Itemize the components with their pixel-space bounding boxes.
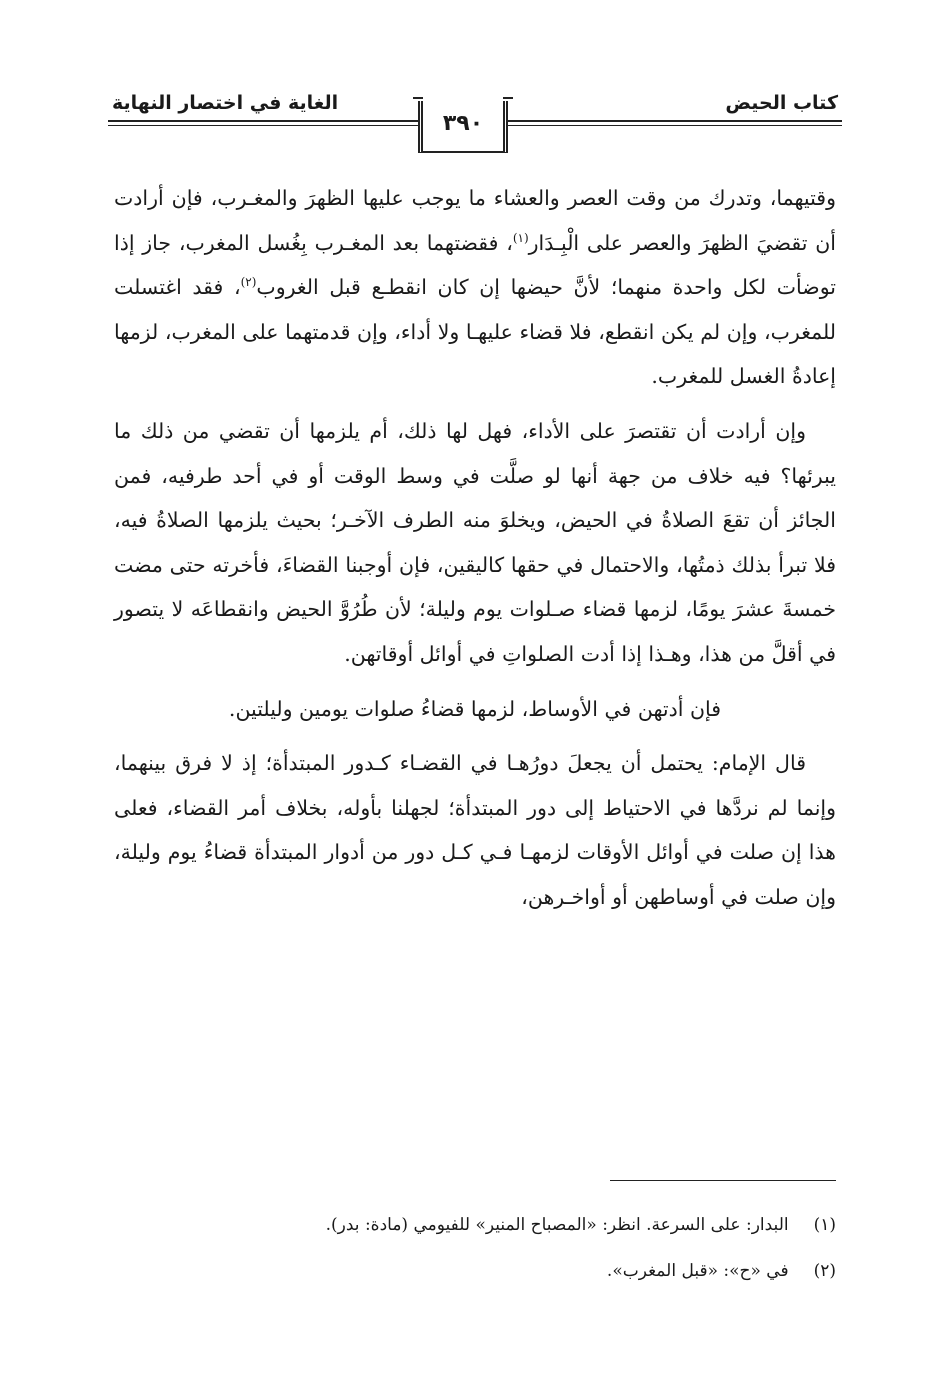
footnote-ref-2: (٢) [240,275,257,290]
main-text [114,176,836,920]
paragraph-1-part-c: ، فقد اغتسلت للمغرب، وإن لم يكن انقطع، فلا قضاء عليهـا ولا أداء، وإن قدمتهما على المغرب، لزمها إعادةُ الغسل للمغرب. [114,275,836,389]
footnote-text: في «ح»: «قبل المغرب». [606,1261,789,1281]
footnote-number: (٢) [813,1261,836,1281]
paragraph-2: وإن أرادت أن تقتصرَ على الأداء، فهل لها ذلك، أم يلزمها أن تقضي من ذلك ما يبرئها؟ فيه خلاف من جهة أنها لو صلَّت في وسط الوقت أو في أحد طرفيه، فمن الجائز أن تقعَ الصلاةُ في الحيض، ويخلوَ منه الطرف الآخـر؛ بحيث يلزمها الصلاةُ فيه، فلا تبرأ بذلك ذمتُها، والاحتمال في حقها كاليقين، فإن أوجبنا القضاءَ، فأخرته حتى مضت خمسةَ عشرَ يومًا، لزمها قضاء صـلوات يوم وليلة؛ لأن طُرُوَّ الحيض وانقطاعَه لا يتصور في أقلَّ من هذا، وهـذا إذا أدت الصلواتِ في أوائل أوقاتهن. [114,418,836,666]
footnote-number: (١) [813,1215,836,1235]
page-number-frame [418,101,508,153]
paragraph-1 [114,176,836,399]
page-number: ٣٩٠ [442,111,484,136]
footnote-text: البدار: على السرعة. انظر: «المصباح المنير» للفيومي (مادة: بدر). [325,1215,789,1235]
running-header-chapter: كتاب الحيض [725,92,838,114]
footnote-2 [114,1248,836,1294]
footnote-1 [114,1202,836,1248]
paragraph-3: فإن أدتهن في الأوساط، لزمها قضاءُ صلوات يومين وليلتين. [228,696,722,721]
footnotes [114,1202,836,1294]
paragraph-4: قال الإمام: يحتمل أن يجعلَ دورُهـا في القضـاء كـدور المبتدأة؛ إذ لا فرق بينهما، وإنما لم نردَّها في الاحتياط إلى دور المبتدأة؛ لجهلنا بأوله، بخلاف أمر القضاء، فعلى هذا إن صلت في أوائل الأوقات لزمهـا فـي كـل دور من أدوار المبتدأة قضاءُ يوم وليلة، وإن صلت في أوساطهن أو أواخـرهن، [114,751,836,909]
paragraph-1-part-a: وقتيهما، وتدرك من وقت العصر والعشاء ما يوجب عليها الظهرَ والمغـرب، فإن أرادت أن تقضيَ الظهرَ والعصر على الْبِـدَار [114,186,836,255]
paragraph-1-part-b: ، فقضتهما بعد المغـرب بِغُسل المغرب، جاز إذا توضأت لكل واحدة منهما؛ لأنَّ حيضها إن كان انقطـع قبل الغروب [114,230,836,300]
footnote-ref-1: (١) [512,230,529,245]
running-header-book-title: الغاية في اختصار النهاية [112,92,339,114]
footnote-separator [610,1180,836,1181]
